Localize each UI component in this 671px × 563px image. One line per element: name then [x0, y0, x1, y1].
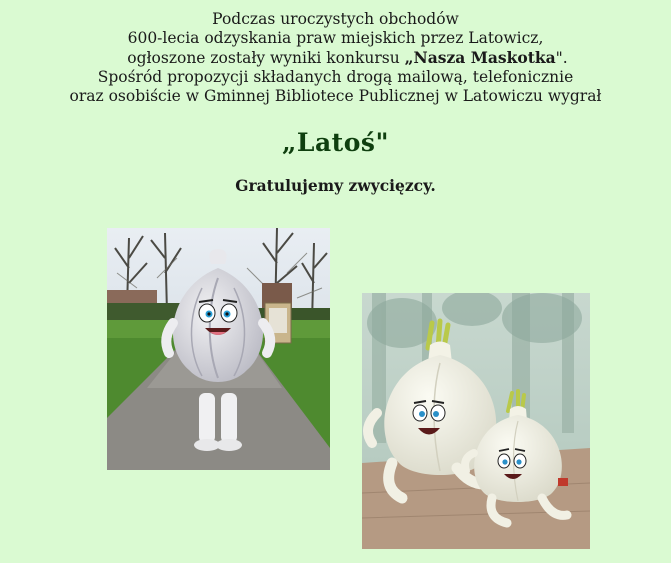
mascot-costume-image — [107, 228, 330, 470]
announcement-line-4: Spośród propozycji składanych drogą mailową, telefonicznie — [97, 68, 574, 86]
mascot-name: „Latoś" — [282, 128, 389, 157]
announcement-line-1: Podczas uroczystych obchodów — [212, 10, 459, 28]
contest-name: „Nasza Maskotka — [404, 48, 556, 67]
announcement-line-3-suffix: ". — [555, 49, 568, 67]
mascot-costume-photo — [107, 228, 330, 470]
announcement-line-3 — [0, 48, 671, 68]
announcement-line-2: 600-lecia odzyskania praw miejskich przez Latowicz, — [127, 29, 544, 47]
announcement-line-5: oraz osobiście w Gminnej Bibliotece Publicznej w Latowiczu wygrał — [69, 87, 602, 105]
congrats-text: Gratulujemy zwycięzcy. — [235, 176, 436, 195]
mascot-plush-image — [362, 293, 590, 549]
announcement-line-3-prefix: ogłoszone zostały wyniki konkursu — [127, 49, 405, 67]
announcement-text — [0, 10, 671, 106]
mascot-plush-photo — [362, 293, 590, 549]
